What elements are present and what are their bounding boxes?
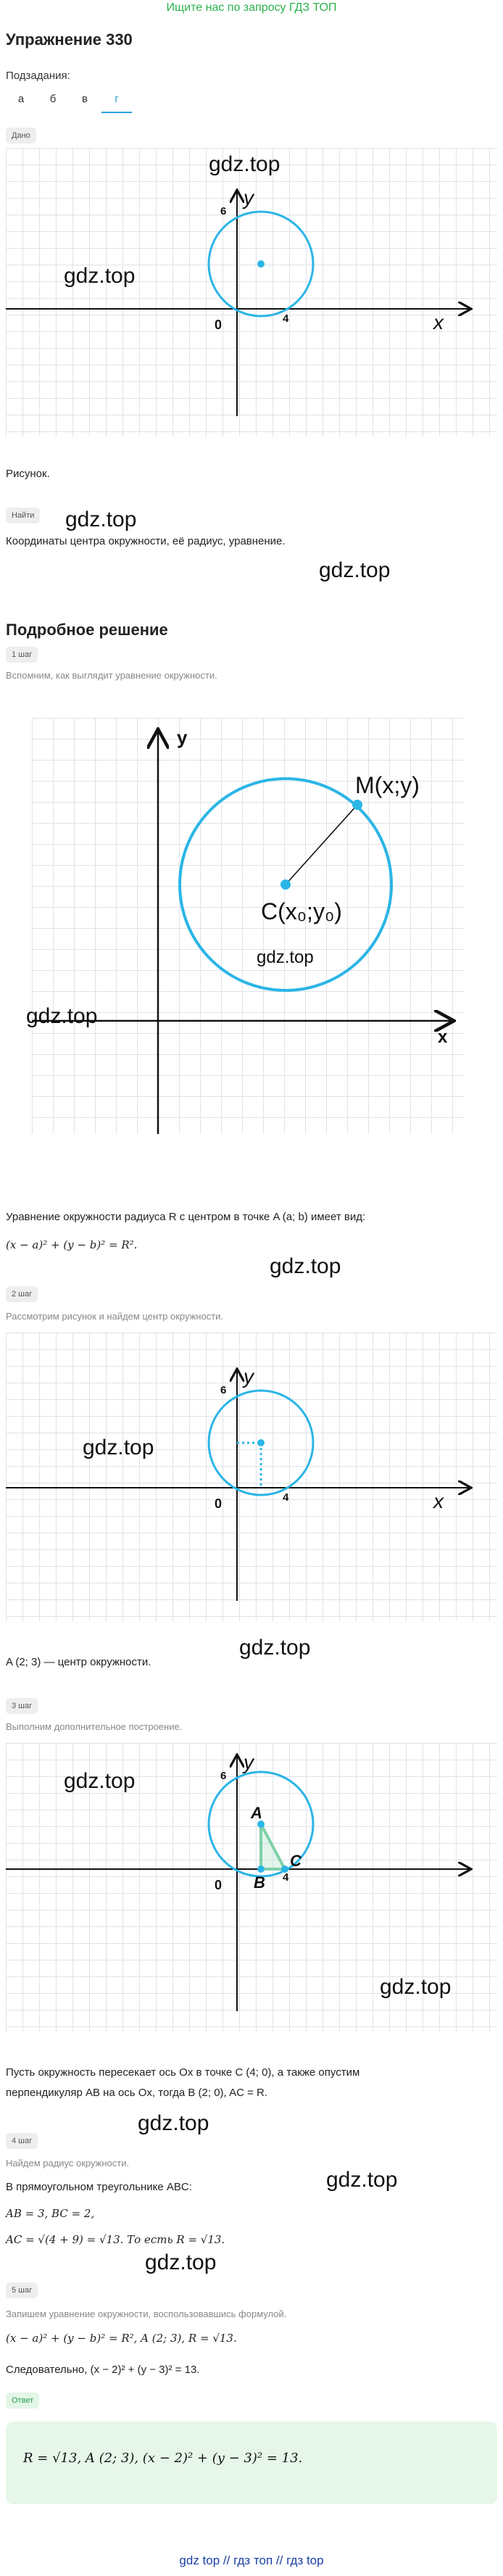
y-label: y — [244, 186, 254, 209]
given-tag: Дано — [6, 128, 36, 144]
figure-2 — [32, 718, 464, 1134]
subtasks-label: Подзадания: — [6, 70, 70, 82]
center-point — [280, 879, 291, 890]
zero-label: 0 — [215, 1496, 223, 1511]
step-3-text-1: Пусть окружность пересекает ось Ox в точке C (4; 0), а также опустим — [6, 2066, 360, 2079]
tab-a[interactable]: а — [17, 93, 25, 105]
solution-title: Подробное решение — [6, 621, 168, 639]
four-label: 4 — [283, 1871, 289, 1884]
point-b — [257, 1865, 265, 1873]
c-label: C — [290, 1852, 302, 1870]
triangle-abc — [261, 1824, 285, 1869]
step-3-text-2: перпендикуляр AB на ось Ox, тогда B (2; 0), AC = R. — [6, 2087, 267, 2099]
center-point — [257, 1439, 265, 1446]
answer-box — [6, 2422, 497, 2504]
y-label: y — [177, 726, 188, 748]
m-label: M(x;y) — [355, 772, 420, 798]
point-m — [352, 800, 362, 810]
y-label: y — [244, 1365, 254, 1388]
step-4-muted: Найдем радиус окружности. — [6, 2158, 130, 2169]
top-link[interactable]: Ищите нас по запросу ГДЗ ТОП — [166, 1, 337, 14]
step-5-result: Следовательно, (x − 2)² + (y − 3)² = 13. — [6, 2364, 200, 2376]
watermark: gdz.top — [380, 1975, 452, 1999]
watermark: gdz.top — [65, 508, 137, 531]
answer-tag: Ответ — [6, 2393, 39, 2409]
b-label: B — [254, 1873, 265, 1892]
footer-links[interactable]: gdz top // гдз топ // гдз top — [179, 2554, 324, 2567]
x-label: x — [438, 1027, 448, 1047]
step-2-tag: 2 шаг — [6, 1286, 38, 1302]
figure-1 — [6, 148, 497, 436]
x-label: x — [433, 311, 444, 334]
figure-4-svg — [6, 1743, 497, 2032]
watermark: gdz.top — [138, 2111, 209, 2135]
watermark: gdz.top — [64, 264, 136, 288]
figure-4 — [6, 1743, 497, 2032]
step-5-tag: 5 шаг — [6, 2282, 38, 2298]
step-2-text: A (2; 3) — центр окружности. — [6, 1656, 151, 1668]
step-3-tag: 3 шаг — [6, 1698, 38, 1714]
figure-3 — [6, 1333, 497, 1621]
step-4-text-3: AC = √(4 + 9) = √13. То есть R = √13. — [6, 2233, 225, 2246]
x-label: x — [433, 1490, 444, 1512]
watermark: gdz.top — [145, 2250, 217, 2274]
watermark: gdz.top — [26, 1004, 98, 1028]
step-4-text-2: AB = 3, BC = 2, — [6, 2207, 95, 2220]
watermark: gdz.top — [257, 948, 314, 967]
figure-1-svg — [6, 148, 497, 436]
y-label: y — [244, 1751, 254, 1773]
four-label: 4 — [283, 312, 289, 325]
step-3-muted: Выполним дополнительное построение. — [6, 1721, 183, 1732]
figure-3-svg — [6, 1333, 497, 1621]
tab-b[interactable]: б — [49, 93, 57, 105]
step-5-muted: Запишем уравнение окружности, воспользовавшись формулой. — [6, 2308, 287, 2319]
watermark: gdz.top — [64, 1769, 136, 1793]
center-point — [257, 260, 265, 268]
step-1-muted: Вспомним, как выглядит уравнение окружности. — [6, 670, 217, 681]
step-1-tag: 1 шаг — [6, 647, 38, 663]
page-title: Упражнение 330 — [6, 30, 133, 49]
six-label: 6 — [220, 1384, 227, 1396]
zero-label: 0 — [215, 1878, 223, 1892]
step-1-text: Уравнение окружности радиуса R с центром в точке A (a; b) имеет вид: — [6, 1211, 366, 1223]
watermark: gdz.top — [319, 558, 391, 582]
step-1-formula: (x − a)² + (y − b)² = R². — [6, 1238, 138, 1251]
six-label: 6 — [220, 205, 227, 218]
watermark: gdz.top — [83, 1436, 154, 1459]
a-label: A — [251, 1804, 262, 1822]
tab-g[interactable]: г — [101, 88, 132, 113]
subtask-tabs — [6, 88, 223, 115]
figure-caption: Рисунок. — [6, 468, 50, 480]
watermark: gdz.top — [209, 152, 280, 176]
step-5-formula: (x − a)² + (y − b)² = R², A (2; 3), R = √13. — [6, 2332, 237, 2345]
zero-label: 0 — [215, 318, 223, 332]
four-label: 4 — [283, 1491, 289, 1504]
answer-text: R = √13, A (2; 3), (x − 2)² + (y − 3)² = 13. — [23, 2451, 303, 2466]
six-label: 6 — [220, 1770, 227, 1782]
tab-v[interactable]: в — [82, 93, 88, 105]
watermark: gdz.top — [239, 1636, 311, 1660]
watermark: gdz.top — [270, 1254, 341, 1278]
step-4-tag: 4 шаг — [6, 2133, 38, 2149]
c-label: C(x₀;y₀) — [261, 898, 342, 924]
watermark: gdz.top — [326, 2168, 398, 2192]
find-text: Координаты центра окружности, её радиус, уравнение. — [6, 535, 286, 547]
step-4-text-1: В прямоугольном треугольнике ABC: — [6, 2181, 192, 2193]
step-2-muted: Рассмотрим рисунок и найдем центр окружности. — [6, 1311, 224, 1322]
figure-2-svg — [32, 718, 464, 1134]
find-tag: Найти — [6, 508, 40, 523]
radius-line — [286, 805, 357, 885]
